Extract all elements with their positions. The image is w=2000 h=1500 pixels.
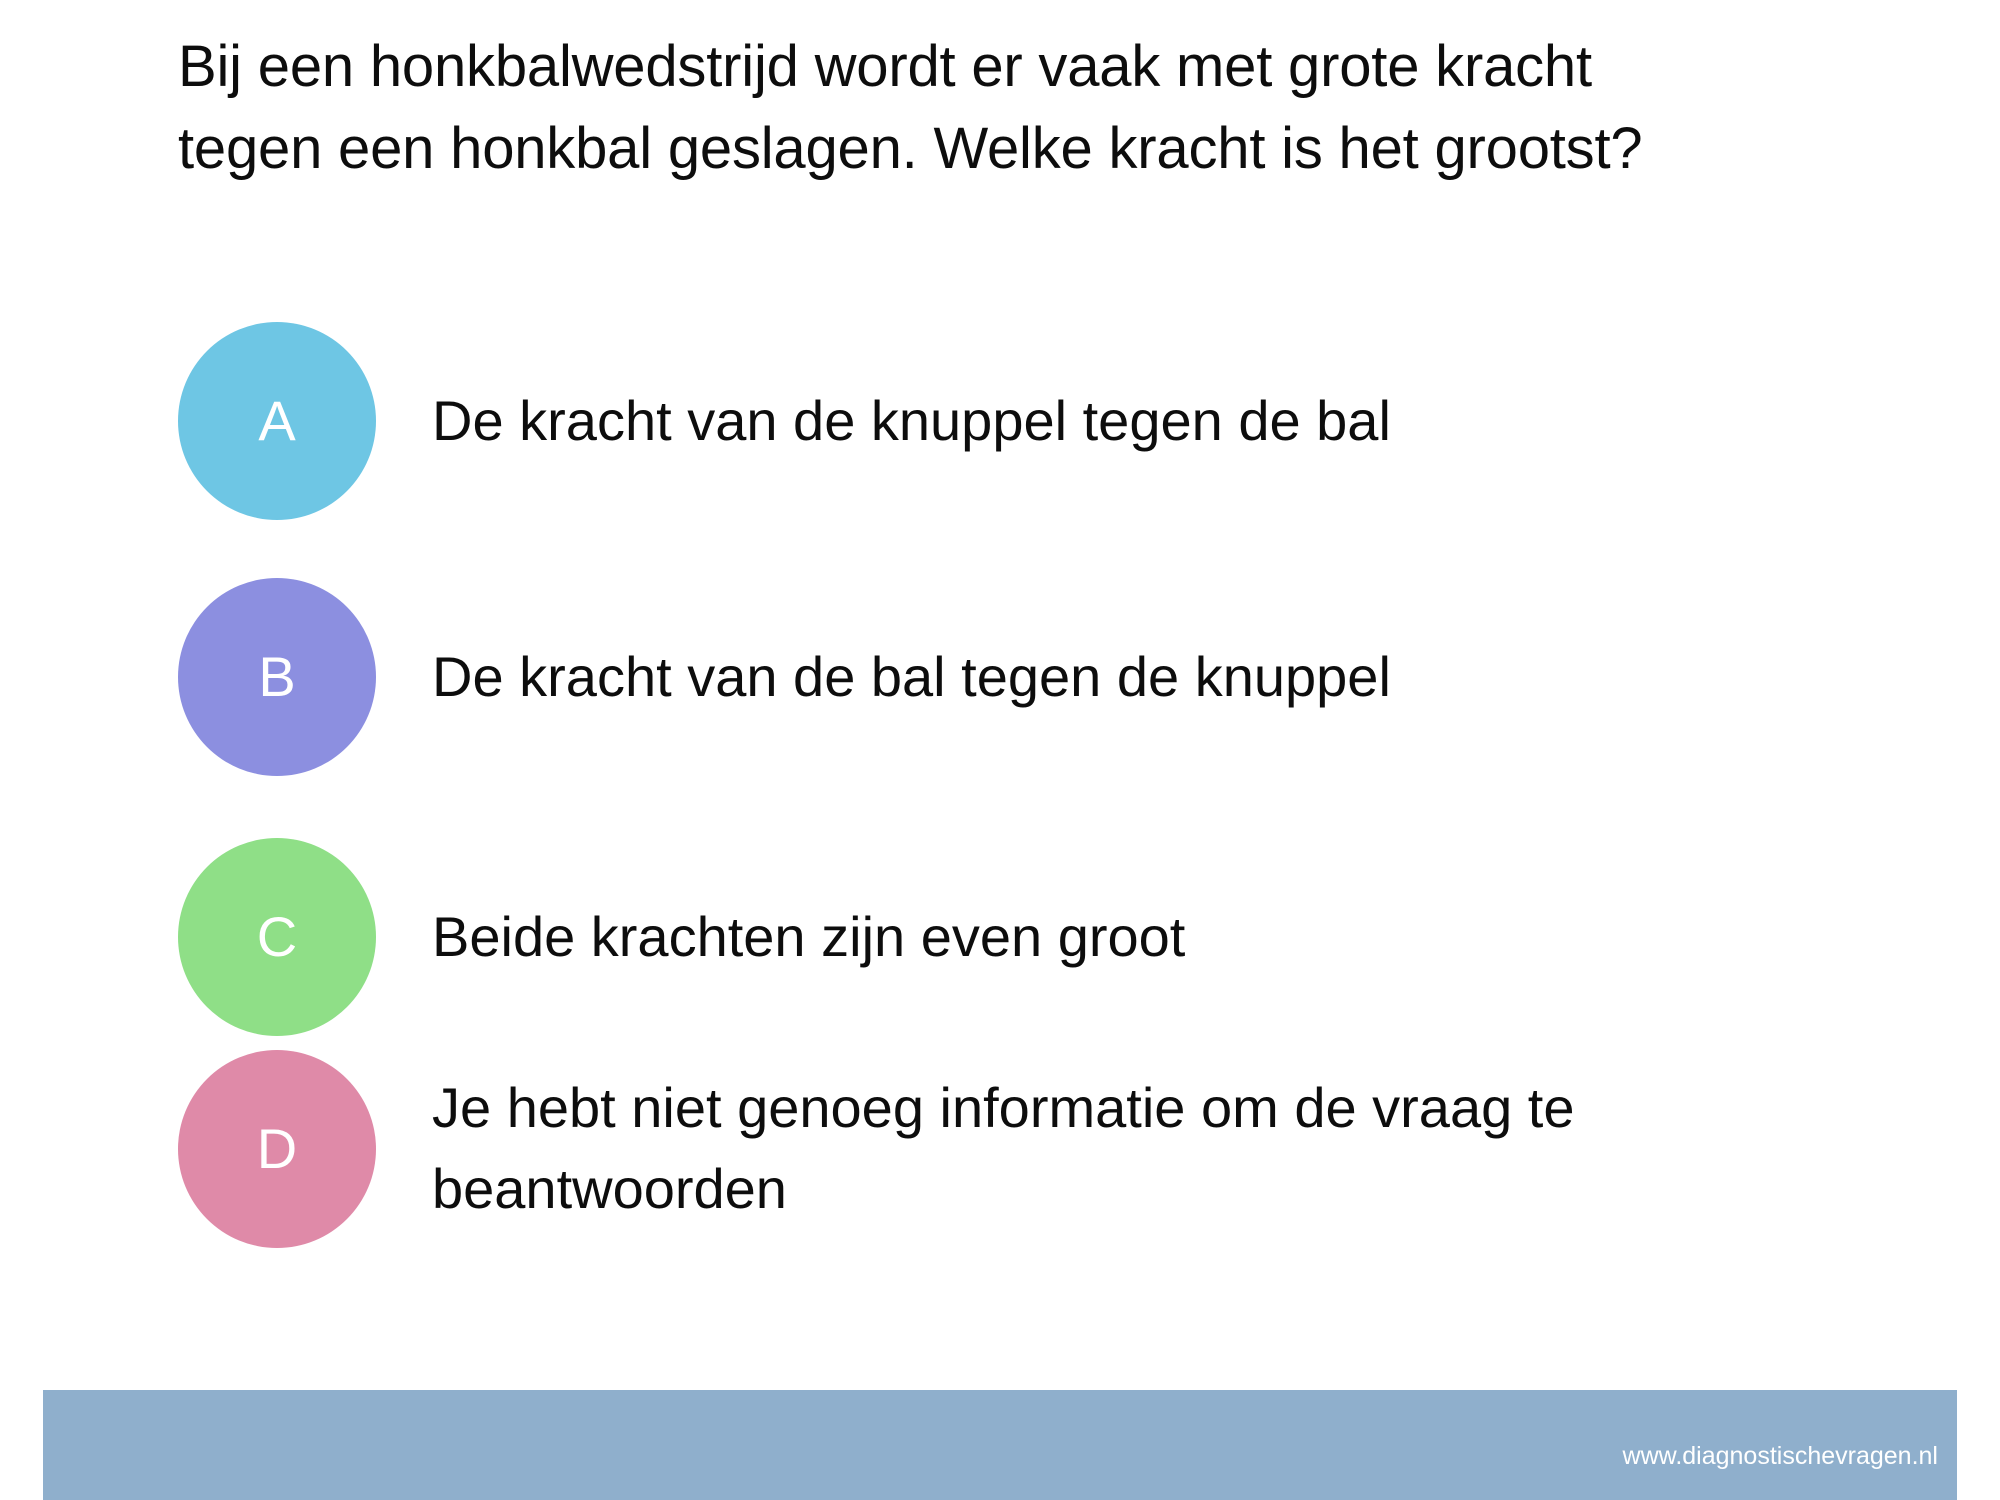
option-letter-bubble-a[interactable]: A xyxy=(178,322,376,520)
option-text-d: Je hebt niet genoeg informatie om de vraag te beantwoorden xyxy=(432,1076,1575,1220)
answer-option-b[interactable] xyxy=(178,578,1858,776)
option-text-c: Beide krachten zijn even groot xyxy=(432,904,1186,968)
answer-options-list xyxy=(178,322,1858,1248)
option-text-b: De kracht van de bal tegen de knuppel xyxy=(432,644,1391,708)
option-letter-bubble-b[interactable]: B xyxy=(178,578,376,776)
option-letter-bubble-c[interactable]: C xyxy=(178,838,376,1036)
option-letter-bubble-d[interactable]: D xyxy=(178,1050,376,1248)
answer-option-a[interactable] xyxy=(178,322,1858,520)
answer-option-d[interactable] xyxy=(178,1050,1858,1248)
option-text-a: De kracht van de knuppel tegen de bal xyxy=(432,388,1391,452)
footer-website-url: www.diagnostischevragen.nl xyxy=(1622,1442,1938,1470)
answer-option-c[interactable] xyxy=(178,838,1858,1036)
question-text: Bij een honkbalwedstrijd wordt er vaak met grote kracht tegen een honkbal geslagen. Welke kracht is het grootst? xyxy=(178,34,1643,182)
